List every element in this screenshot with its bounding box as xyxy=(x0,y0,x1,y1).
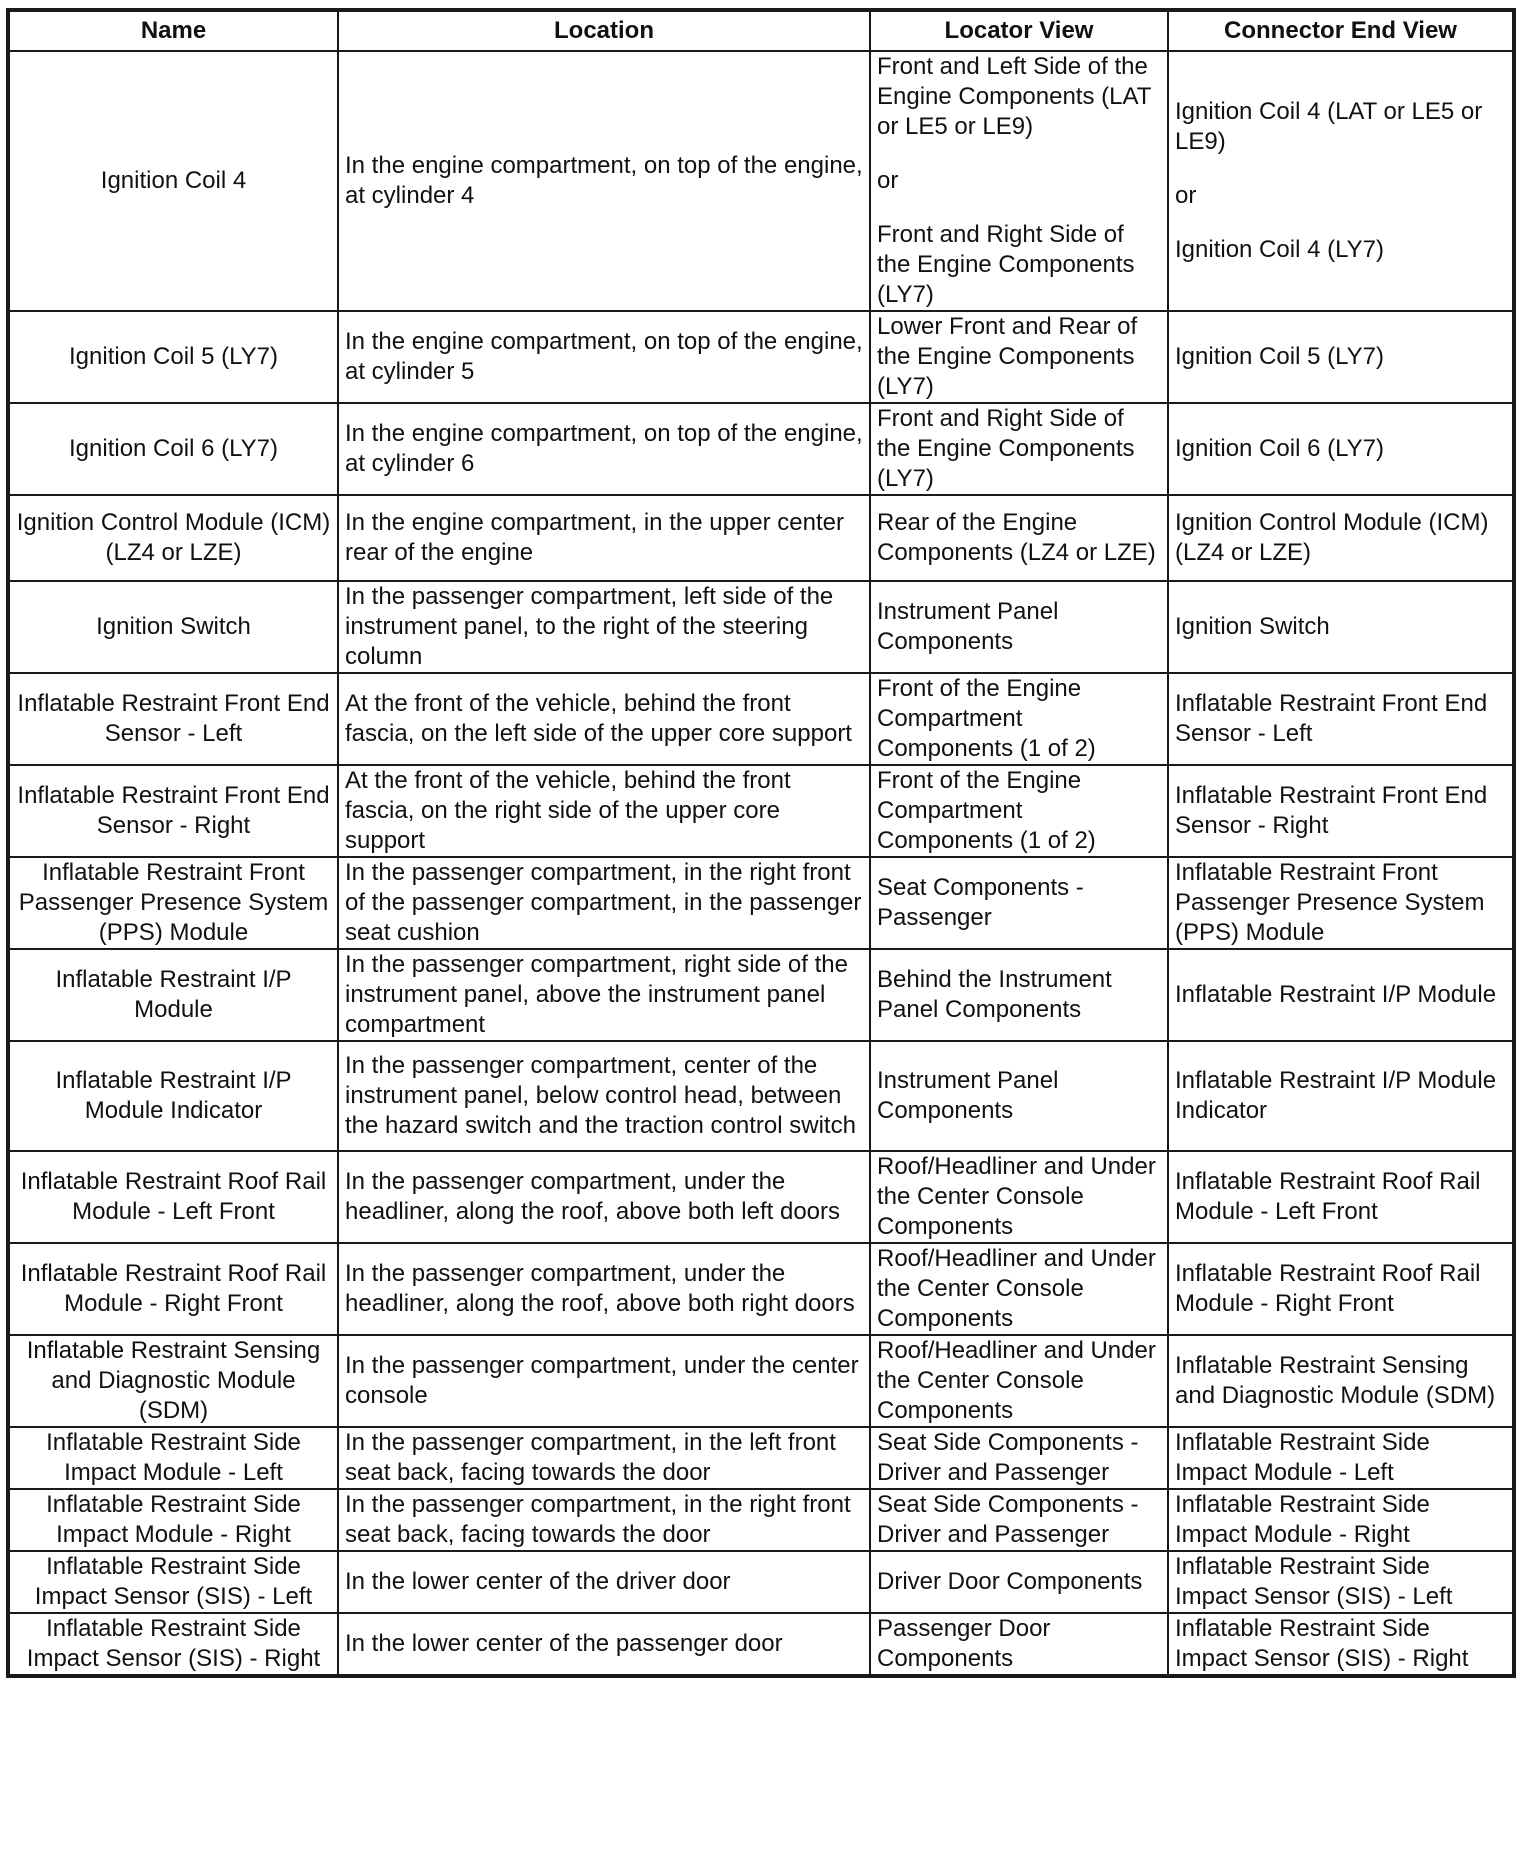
component-locator-table xyxy=(6,8,1516,1678)
cell-paragraph: Ignition Coil 4 (LY7) xyxy=(1175,236,1384,263)
cell-connector-end-view xyxy=(1168,1151,1514,1243)
cell-connector-end-view xyxy=(1168,581,1514,673)
cell-locator-view xyxy=(870,581,1168,673)
table-row xyxy=(8,495,1514,581)
cell-location: In the passenger compartment, under the headliner, along the roof, above both right doors xyxy=(338,1243,870,1335)
table-row xyxy=(8,857,1514,949)
cell-paragraph: Front and Right Side of the Engine Components (LY7) xyxy=(877,221,1135,308)
cell-paragraph: Inflatable Restraint Side Impact Sensor (SIS) - Right xyxy=(1175,1615,1469,1672)
cell-location: In the passenger compartment, left side of the instrument panel, to the right of the steering column xyxy=(338,581,870,673)
cell-location: In the lower center of the driver door xyxy=(338,1551,870,1613)
cell-paragraph: Front of the Engine Compartment Components (1 of 2) xyxy=(877,675,1096,762)
cell-connector-end-view xyxy=(1168,1489,1514,1551)
cell-location: At the front of the vehicle, behind the front fascia, on the left side of the upper core support xyxy=(338,673,870,765)
cell-locator-view xyxy=(870,1335,1168,1427)
table-body xyxy=(8,51,1514,1676)
cell-paragraph: Ignition Coil 5 (LY7) xyxy=(1175,343,1384,370)
cell-name: Inflatable Restraint I/P Module Indicator xyxy=(8,1041,338,1151)
cell-location: In the passenger compartment, in the left front seat back, facing towards the door xyxy=(338,1427,870,1489)
cell-paragraph: Lower Front and Rear of the Engine Components (LY7) xyxy=(877,313,1138,400)
cell-location: In the passenger compartment, in the right front of the passenger compartment, in the passenger seat cushion xyxy=(338,857,870,949)
table-row xyxy=(8,1243,1514,1335)
cell-paragraph: Roof/Headliner and Under the Center Console Components xyxy=(877,1245,1156,1332)
table-row xyxy=(8,1551,1514,1613)
cell-paragraph: Inflatable Restraint I/P Module Indicator xyxy=(1175,1067,1497,1124)
table-row xyxy=(8,765,1514,857)
table-row xyxy=(8,1041,1514,1151)
cell-location: In the engine compartment, on top of the engine, at cylinder 6 xyxy=(338,403,870,495)
cell-paragraph: Ignition Switch xyxy=(1175,613,1330,640)
cell-paragraph: Instrument Panel Components xyxy=(877,1067,1059,1124)
cell-connector-end-view xyxy=(1168,857,1514,949)
cell-paragraph: Behind the Instrument Panel Components xyxy=(877,966,1112,1023)
cell-connector-end-view xyxy=(1168,1427,1514,1489)
cell-locator-view xyxy=(870,1041,1168,1151)
cell-paragraph: or xyxy=(877,167,899,194)
header-name: Name xyxy=(8,10,338,51)
cell-paragraph: Inflatable Restraint Side Impact Sensor (SIS) - Left xyxy=(1175,1553,1453,1610)
cell-paragraph: Front and Right Side of the Engine Components (LY7) xyxy=(877,405,1135,492)
cell-paragraph: Ignition Coil 4 (LAT or LE5 or LE9) xyxy=(1175,98,1483,155)
cell-location: In the passenger compartment, center of the instrument panel, below control head, between the hazard switch and the traction control switch xyxy=(338,1041,870,1151)
table-row xyxy=(8,949,1514,1041)
cell-name: Ignition Switch xyxy=(8,581,338,673)
cell-name: Ignition Control Module (ICM) (LZ4 or LZE) xyxy=(8,495,338,581)
cell-location: In the lower center of the passenger door xyxy=(338,1613,870,1676)
cell-paragraph: Inflatable Restraint Side Impact Module - Right xyxy=(1175,1491,1430,1548)
cell-locator-view xyxy=(870,1489,1168,1551)
table-row xyxy=(8,403,1514,495)
cell-paragraph: Inflatable Restraint Front End Sensor - Right xyxy=(1175,782,1488,839)
header-location: Location xyxy=(338,10,870,51)
cell-name: Ignition Coil 5 (LY7) xyxy=(8,311,338,403)
cell-connector-end-view xyxy=(1168,949,1514,1041)
cell-paragraph: Rear of the Engine Components (LZ4 or LZE) xyxy=(877,509,1156,566)
table-row xyxy=(8,1489,1514,1551)
cell-paragraph: Inflatable Restraint Front End Sensor - Left xyxy=(1175,690,1488,747)
paragraph-gap xyxy=(1175,157,1506,181)
cell-location: In the engine compartment, on top of the engine, at cylinder 4 xyxy=(338,51,870,311)
cell-name: Inflatable Restraint I/P Module xyxy=(8,949,338,1041)
table-row xyxy=(8,1613,1514,1676)
cell-name: Inflatable Restraint Roof Rail Module - Left Front xyxy=(8,1151,338,1243)
table-row xyxy=(8,51,1514,311)
cell-paragraph: Inflatable Restraint Roof Rail Module - Left Front xyxy=(1175,1168,1481,1225)
cell-paragraph: Inflatable Restraint I/P Module xyxy=(1175,981,1497,1008)
cell-connector-end-view xyxy=(1168,765,1514,857)
cell-connector-end-view xyxy=(1168,51,1514,311)
cell-location: In the engine compartment, on top of the engine, at cylinder 5 xyxy=(338,311,870,403)
table-row xyxy=(8,673,1514,765)
cell-paragraph: Inflatable Restraint Sensing and Diagnostic Module (SDM) xyxy=(1175,1352,1496,1409)
cell-locator-view xyxy=(870,673,1168,765)
component-locator-table-container xyxy=(6,8,1516,1678)
cell-locator-view xyxy=(870,857,1168,949)
cell-locator-view xyxy=(870,1551,1168,1613)
header-connector-end-view: Connector End View xyxy=(1168,10,1514,51)
table-header-row xyxy=(8,10,1514,51)
cell-paragraph: Ignition Coil 6 (LY7) xyxy=(1175,435,1384,462)
cell-paragraph: Seat Side Components - Driver and Passenger xyxy=(877,1429,1139,1486)
cell-locator-view xyxy=(870,51,1168,311)
cell-paragraph: Inflatable Restraint Front Passenger Presence System (PPS) Module xyxy=(1175,859,1485,946)
cell-name: Ignition Coil 6 (LY7) xyxy=(8,403,338,495)
cell-paragraph: Driver Door Components xyxy=(877,1568,1143,1595)
cell-paragraph: Seat Components - Passenger xyxy=(877,874,1084,931)
cell-connector-end-view xyxy=(1168,673,1514,765)
cell-paragraph: Front of the Engine Compartment Components (1 of 2) xyxy=(877,767,1096,854)
cell-connector-end-view xyxy=(1168,1551,1514,1613)
paragraph-gap xyxy=(877,196,1161,220)
cell-connector-end-view xyxy=(1168,1243,1514,1335)
cell-paragraph: Front and Left Side of the Engine Components (LAT or LE5 or LE9) xyxy=(877,53,1151,140)
table-row xyxy=(8,311,1514,403)
cell-paragraph: Inflatable Restraint Side Impact Module - Left xyxy=(1175,1429,1430,1486)
cell-locator-view xyxy=(870,1243,1168,1335)
cell-location: In the passenger compartment, in the right front seat back, facing towards the door xyxy=(338,1489,870,1551)
cell-locator-view xyxy=(870,403,1168,495)
cell-locator-view xyxy=(870,949,1168,1041)
cell-connector-end-view xyxy=(1168,1041,1514,1151)
cell-name: Inflatable Restraint Side Impact Sensor (SIS) - Left xyxy=(8,1551,338,1613)
cell-paragraph: Instrument Panel Components xyxy=(877,598,1059,655)
cell-connector-end-view xyxy=(1168,1613,1514,1676)
cell-name: Inflatable Restraint Side Impact Module - Left xyxy=(8,1427,338,1489)
cell-location: In the passenger compartment, right side of the instrument panel, above the instrument panel compartment xyxy=(338,949,870,1041)
paragraph-gap xyxy=(1175,211,1506,235)
cell-name: Inflatable Restraint Roof Rail Module - Right Front xyxy=(8,1243,338,1335)
table-row xyxy=(8,1427,1514,1489)
cell-name: Inflatable Restraint Front Passenger Presence System (PPS) Module xyxy=(8,857,338,949)
cell-name: Inflatable Restraint Side Impact Module - Right xyxy=(8,1489,338,1551)
cell-name: Inflatable Restraint Side Impact Sensor (SIS) - Right xyxy=(8,1613,338,1676)
table-row xyxy=(8,1335,1514,1427)
header-locator-view: Locator View xyxy=(870,10,1168,51)
cell-connector-end-view xyxy=(1168,311,1514,403)
cell-name: Ignition Coil 4 xyxy=(8,51,338,311)
cell-paragraph: Inflatable Restraint Roof Rail Module - Right Front xyxy=(1175,1260,1481,1317)
cell-connector-end-view xyxy=(1168,403,1514,495)
cell-connector-end-view xyxy=(1168,1335,1514,1427)
cell-name: Inflatable Restraint Front End Sensor - Left xyxy=(8,673,338,765)
cell-paragraph: Roof/Headliner and Under the Center Console Components xyxy=(877,1153,1156,1240)
cell-location: At the front of the vehicle, behind the front fascia, on the right side of the upper core support xyxy=(338,765,870,857)
cell-locator-view xyxy=(870,1151,1168,1243)
table-row xyxy=(8,1151,1514,1243)
cell-location: In the engine compartment, in the upper center rear of the engine xyxy=(338,495,870,581)
paragraph-gap xyxy=(877,142,1161,166)
cell-location: In the passenger compartment, under the center console xyxy=(338,1335,870,1427)
cell-connector-end-view xyxy=(1168,495,1514,581)
cell-locator-view xyxy=(870,311,1168,403)
cell-paragraph: or xyxy=(1175,182,1197,209)
cell-paragraph: Seat Side Components - Driver and Passenger xyxy=(877,1491,1139,1548)
cell-name: Inflatable Restraint Sensing and Diagnostic Module (SDM) xyxy=(8,1335,338,1427)
cell-locator-view xyxy=(870,1613,1168,1676)
cell-location: In the passenger compartment, under the headliner, along the roof, above both left doors xyxy=(338,1151,870,1243)
cell-locator-view xyxy=(870,495,1168,581)
cell-paragraph: Roof/Headliner and Under the Center Console Components xyxy=(877,1337,1156,1424)
cell-name: Inflatable Restraint Front End Sensor - Right xyxy=(8,765,338,857)
cell-paragraph: Ignition Control Module (ICM) (LZ4 or LZE) xyxy=(1175,509,1489,566)
cell-paragraph: Passenger Door Components xyxy=(877,1615,1051,1672)
cell-locator-view xyxy=(870,1427,1168,1489)
cell-locator-view xyxy=(870,765,1168,857)
table-row xyxy=(8,581,1514,673)
